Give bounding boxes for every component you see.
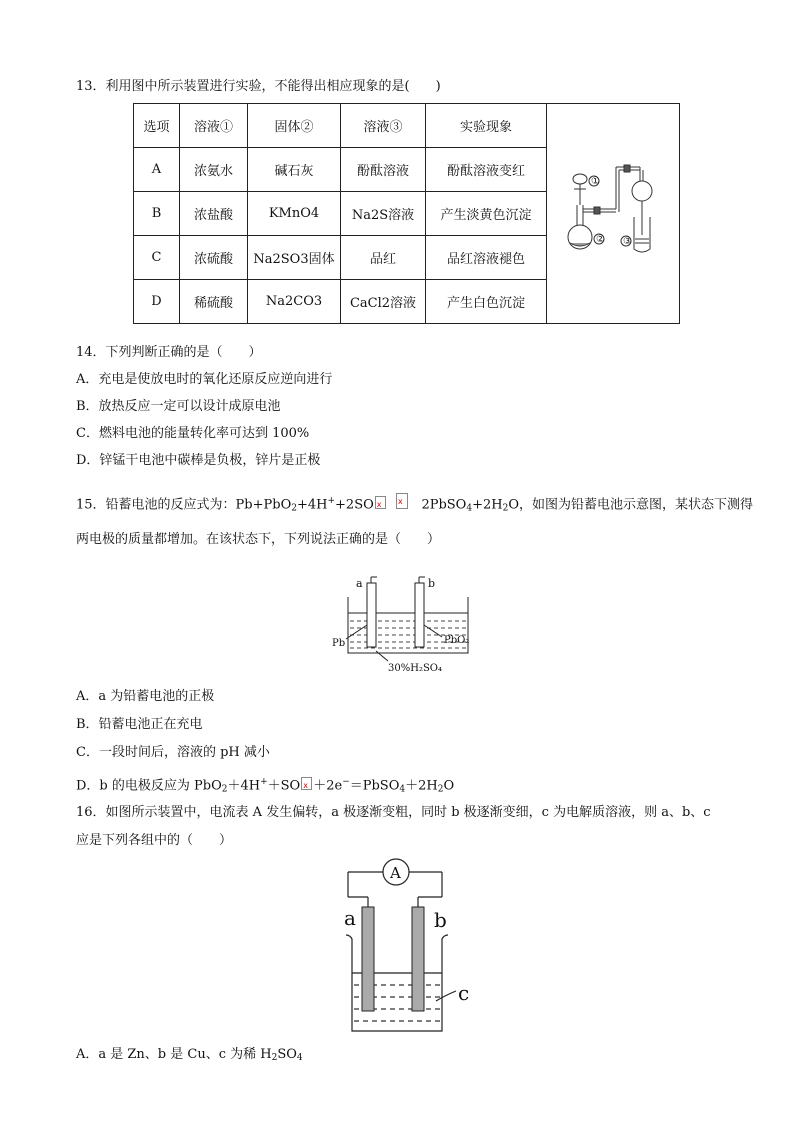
- q15-option-d: D．b 的电极反应为 $PbO_2+4H^++SOx +2e^-=PbSO_4+2H_2O$: [76, 773, 454, 798]
- table-cell: Na2CO3: [248, 280, 341, 324]
- table-cell: 品红: [341, 236, 426, 280]
- header-cell: 实验现象: [426, 104, 547, 148]
- q16-stem: 16．如图所示装置中，电流表 A 发生偏转，a 极逐渐变粗，同时 b 极逐渐变细，c 为电解质溶液，则 a、b、c: [76, 805, 711, 820]
- q14-stem: 14．下列判断正确的是（ ）: [76, 345, 262, 360]
- broken-image-icon: [375, 496, 386, 509]
- header-cell: 选项: [134, 104, 180, 148]
- q14-option-b: B．放热反应一定可以设计成原电池: [76, 399, 281, 414]
- label-1: ①: [591, 175, 600, 187]
- pb-label: Pb: [332, 638, 346, 649]
- q14-option-c: C．燃料电池的能量转化率可达到 100%: [76, 426, 310, 441]
- table-cell: D: [134, 280, 180, 324]
- q15-option-a: A．a 为铅蓄电池的正极: [76, 689, 215, 704]
- table-cell: 浓盐酸: [180, 192, 248, 236]
- electrode-a-label: a: [344, 906, 356, 930]
- q13-figure-cell: [547, 104, 680, 324]
- solution-c-label: c: [458, 981, 470, 1005]
- pbo2-label: PbO₂: [444, 635, 470, 646]
- table-cell: B: [134, 192, 180, 236]
- table-cell: 酚酞溶液: [341, 148, 426, 192]
- q13-table: [133, 103, 680, 324]
- label-3: ③: [623, 235, 632, 247]
- broken-image-icon: [301, 777, 312, 790]
- table-cell: 浓硫酸: [180, 236, 248, 280]
- ammeter-label: A: [390, 864, 401, 882]
- table-cell: Na2SO3固体: [248, 236, 341, 280]
- electrode-b-label: b: [428, 577, 436, 590]
- table-cell: KMnO4: [248, 192, 341, 236]
- table-cell: 浓氨水: [180, 148, 248, 192]
- gas-apparatus-figure: [558, 157, 668, 267]
- q15-option-b: B．铅蓄电池正在充电: [76, 717, 203, 732]
- lead-battery-figure: [330, 575, 480, 675]
- electrode-a-label: a: [356, 577, 363, 590]
- table-cell: 稀硫酸: [180, 280, 248, 324]
- table-cell: C: [134, 236, 180, 280]
- galvanic-cell-figure: [338, 855, 478, 1040]
- table-cell: 碱石灰: [248, 148, 341, 192]
- q16-option-a: A．a 是 Zn、b 是 Cu、c 为稀 $H_2SO_4$: [76, 1047, 303, 1063]
- q14-option-d: D．锌锰干电池中碳棒是负极，锌片是正极: [76, 453, 321, 468]
- q15-stem: 15．铅蓄电池的反应式为：Pb+PbO$_2$+4H++2SOx x $2PbSO_4+2H_2O$，如图为铅蓄电池示意图，某状态下测得: [76, 492, 753, 517]
- table-row: [134, 104, 680, 148]
- electrode-b-label: b: [434, 908, 447, 932]
- table-cell: A: [134, 148, 180, 192]
- table-cell: 产生白色沉淀: [426, 280, 547, 324]
- table-cell: Na2S溶液: [341, 192, 426, 236]
- table-cell: 产生淡黄色沉淀: [426, 192, 547, 236]
- table-cell: 品红溶液褪色: [426, 236, 547, 280]
- q15-stem-line2: 两电极的质量都增加。在该状态下，下列说法正确的是（ ）: [76, 532, 441, 547]
- broken-image-icon: [396, 493, 408, 509]
- q13-stem: 13．利用图中所示装置进行实验，不能得出相应现象的是( ): [76, 79, 441, 94]
- header-cell: 溶液③: [341, 104, 426, 148]
- header-cell: 固体②: [248, 104, 341, 148]
- header-cell: 溶液①: [180, 104, 248, 148]
- label-2: ②: [596, 233, 605, 245]
- acid-label: 30%H₂SO₄: [388, 663, 443, 674]
- q16-stem-line2: 应是下列各组中的（ ）: [76, 833, 233, 848]
- table-cell: CaCl2溶液: [341, 280, 426, 324]
- q14-option-a: A．充电是使放电时的氧化还原反应逆向进行: [76, 372, 333, 387]
- q15-option-c: C．一段时间后，溶液的 pH 减小: [76, 745, 270, 760]
- table-cell: 酚酞溶液变红: [426, 148, 547, 192]
